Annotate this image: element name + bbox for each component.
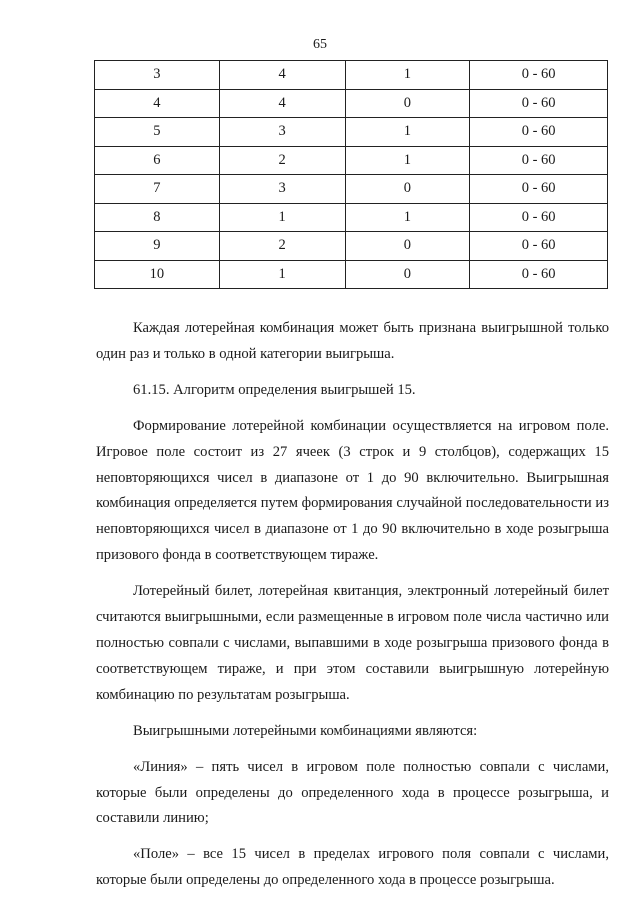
table-cell: 4 [95, 89, 220, 118]
table-cell: 7 [95, 175, 220, 204]
table-cell: 3 [95, 61, 220, 90]
table-cell: 1 [345, 118, 470, 147]
paragraph: Выигрышными лотерейными комбинациями являются: [133, 722, 478, 739]
table-cell: 9 [95, 232, 220, 261]
table-cell: 0 [345, 89, 470, 118]
table-cell: 5 [95, 118, 220, 147]
table-cell: 0 [345, 175, 470, 204]
table-row [95, 146, 608, 175]
paragraph: «Линия» – пять чисел в игровом поле полностью совпали с числами, которые были определены до определенного хода в процессе розыгрыша, и составили линию; [96, 758, 609, 827]
section-heading: 61.15. Алгоритм определения выигрышей 15. [133, 381, 416, 398]
table-cell: 0 - 60 [470, 118, 608, 147]
table-cell: 0 - 60 [470, 203, 608, 232]
table-cell: 8 [95, 203, 220, 232]
table-cell: 2 [219, 232, 345, 261]
paragraph: «Поле» – все 15 чисел в пределах игрового поля совпали с числами, которые были определены до определенного хода в процессе розыгрыша. [96, 846, 609, 889]
table-cell: 3 [219, 118, 345, 147]
table-row [95, 175, 608, 204]
table-cell: 0 [345, 232, 470, 261]
paragraph: Каждая лотерейная комбинация может быть признана выигрышной только один раз и только в одной категории выигрыша. [96, 320, 609, 362]
table-cell: 0 - 60 [470, 89, 608, 118]
table-cell: 4 [219, 89, 345, 118]
table-row [95, 203, 608, 232]
table-cell: 0 - 60 [470, 175, 608, 204]
table-cell: 3 [219, 175, 345, 204]
table-row [95, 61, 608, 90]
table-cell: 1 [345, 203, 470, 232]
table-cell: 0 [345, 260, 470, 289]
table-cell: 0 - 60 [470, 260, 608, 289]
table-row [95, 89, 608, 118]
table-cell: 1 [219, 260, 345, 289]
table-cell: 1 [219, 203, 345, 232]
table-cell: 0 - 60 [470, 61, 608, 90]
table-cell: 2 [219, 146, 345, 175]
body-text [96, 316, 609, 894]
table-cell: 1 [345, 146, 470, 175]
table-cell: 0 - 60 [470, 146, 608, 175]
paragraph: Лотерейный билет, лотерейная квитанция, электронный лотерейный билет считаются выигрышными, если размещенные в игровом поле числа частично или полностью совпали с числами, выпавшими в ходе розыгрыша призового фонда в соответствующем тираже, и при этом составили выигрышную лотерейную комбинацию по результатам розыгрыша. [96, 583, 609, 703]
table-row [95, 232, 608, 261]
table-cell: 10 [95, 260, 220, 289]
prize-table [94, 60, 608, 289]
table-cell: 6 [95, 146, 220, 175]
table-cell: 0 - 60 [470, 232, 608, 261]
table-cell: 4 [219, 61, 345, 90]
table-row [95, 118, 608, 147]
table-row [95, 260, 608, 289]
page-number: 65 [313, 37, 327, 52]
table-cell: 1 [345, 61, 470, 90]
paragraph: Формирование лотерейной комбинации осуществляется на игровом поле. Игровое поле состоит из 27 ячеек (3 строк и 9 столбцов), содержащих 15 неповторяющихся чисел в диапазоне от 1 до 90 включительно. Выигрышная комбинация определяется путем формирования случайной последовательности из неповторяющихся чисел в диапазоне от 1 до 90 включительно в ходе розыгрыша призового фонда в соответствующем тираже. [96, 417, 609, 564]
